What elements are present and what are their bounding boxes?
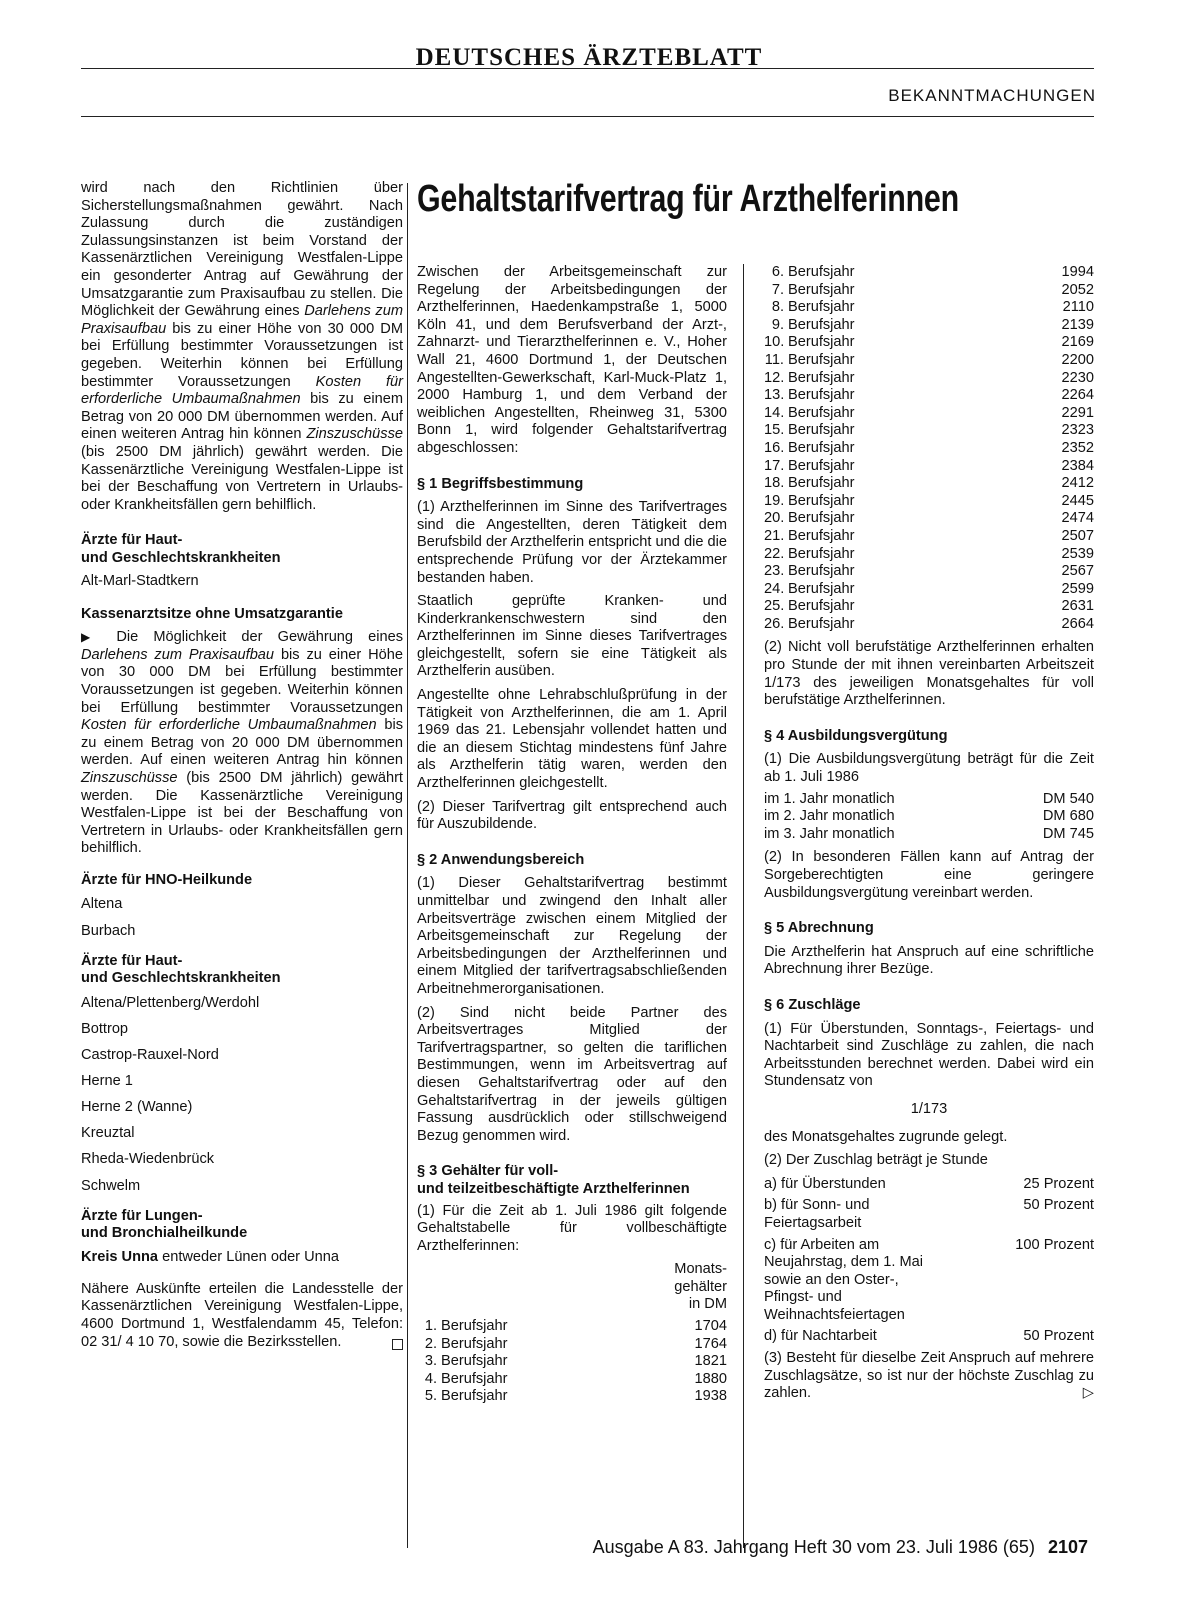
row-label: Berufsjahr	[788, 264, 855, 280]
zuschlaege-list	[764, 1176, 1094, 1346]
row-label: Berufsjahr	[788, 404, 855, 421]
heading-hno: Ärzte für HNO-Heilkunde	[81, 871, 253, 888]
row-value: 2200	[1061, 351, 1094, 368]
row-label: Berufsjahr	[441, 1335, 508, 1352]
heading-para-5: § 5 Abrechnung	[764, 920, 874, 937]
row-label: Berufsjahr	[441, 1388, 508, 1405]
masthead: DEUTSCHES ÄRZTEBLATT	[415, 44, 763, 71]
page-number: 2107	[1047, 1537, 1088, 1557]
row-value: 2445	[1061, 492, 1094, 509]
row-label: im 2. Jahr monatlich	[764, 808, 895, 825]
row-label: Berufsjahr	[788, 351, 855, 368]
city-item: Altena	[81, 896, 123, 913]
para-6-3: (2) Der Zuschlag beträgt je Stunde	[764, 1152, 988, 1169]
heading-line: Ärzte für Haut-	[81, 952, 183, 969]
text: (bis 2500 DM jährlich) gewährt werden. Die Kassenärztliche Vereinigung Westfalen-Lippe ist bei der Beschaffung von Vertretern in Urlaubs- oder Krankheitsfällen gern behilflich.	[81, 443, 403, 513]
city-item: Herne 2 (Wanne)	[81, 1099, 193, 1116]
row-value: 2539	[1061, 545, 1094, 562]
heading-line: Ärzte für Haut-	[81, 532, 183, 549]
row-number: 15.	[764, 422, 785, 439]
row-number: 16.	[764, 439, 785, 456]
row-value: 2264	[1061, 387, 1094, 404]
table-row	[764, 510, 1094, 528]
heading-haut-1	[81, 532, 403, 567]
heading-ohne-umsatzgarantie: Kassenarztsitze ohne Umsatzgarantie	[81, 605, 343, 622]
row-number: 24.	[764, 580, 785, 597]
salary-table-header	[417, 1261, 727, 1314]
kreis-unna-line	[81, 1249, 403, 1267]
table-row	[764, 370, 1094, 388]
city-item: Alt-Marl-Stadtkern	[81, 573, 199, 590]
row-value: 1880	[694, 1370, 727, 1387]
row-number: 14.	[764, 404, 785, 421]
zuschlag-item	[764, 1176, 1094, 1194]
zuschlag-label: c) für Arbeiten am Neujahrstag, dem 1. Mai sowie an den Oster-, Pfingst- und Weihnachtsfeiertagen	[764, 1236, 923, 1323]
row-value: 2664	[1061, 615, 1094, 632]
row-value: 2567	[1061, 563, 1094, 580]
row-value: 2291	[1061, 404, 1094, 421]
zuschlag-value: 100 Prozent	[1015, 1236, 1094, 1253]
triangle-bullet-icon: ▶	[81, 630, 102, 645]
column-divider-2	[743, 264, 744, 1548]
row-number: 19.	[764, 492, 785, 509]
row-value: 1938	[694, 1388, 727, 1405]
contract-intro: Zwischen der Arbeitsgemeinschaft zur Regelung der Arbeitsbedingungen der Arzthelferinnen, Haedenkampstraße 1, 5000 Köln 41, und dem Berufsverband der Arzt-, Zahnarzt- und Tierarzthelferinnen e. V., Hoher Wall 21, 4600 Dortmund 1, der Deutschen Angestellten-Gewerkschaft, Karl-Muck-Platz 1, 2000 Hamburg 1, und dem Verband der weiblichen Angestellten, Rheinweg 31, 5300 Bonn 1, wird folgender Gehaltstarifvertrag abgeschlossen:	[417, 264, 727, 456]
closing-paragraph	[81, 1281, 403, 1351]
row-number: 2.	[424, 1335, 437, 1352]
emphasis: Darlehens zum Praxisaufbau	[81, 303, 404, 337]
row-label: Berufsjahr	[441, 1318, 508, 1335]
city-item: Herne 1	[81, 1073, 133, 1090]
para-6-1: (1) Für Überstunden, Sonntags-, Feiertags- und Nachtarbeit sind Zuschläge zu zahlen, die nach Arbeitsstunden berechnet werden. Dabei wird ein Stundensatz von	[764, 1020, 1094, 1090]
row-number: 26.	[764, 615, 785, 632]
emphasis: Darlehens zum Praxisaufbau	[81, 646, 275, 663]
row-number: 22.	[764, 545, 785, 562]
row-label: Berufsjahr	[788, 563, 855, 580]
row-number: 1.	[424, 1318, 437, 1335]
row-label: Berufsjahr	[788, 387, 855, 404]
row-number: 12.	[764, 369, 785, 386]
row-label: Berufsjahr	[788, 527, 855, 544]
table-row	[764, 352, 1094, 370]
zuschlag-item	[764, 1237, 1094, 1325]
row-number: 10.	[764, 334, 785, 351]
table-row	[764, 334, 1094, 352]
table-row	[764, 440, 1094, 458]
row-label: Berufsjahr	[788, 299, 855, 316]
emphasis: Zinszuschüsse	[81, 769, 178, 786]
para-6-4	[764, 1350, 1094, 1403]
ausbildung-table	[764, 791, 1094, 844]
table-row	[764, 282, 1094, 300]
city-item: Burbach	[81, 922, 136, 939]
table-row	[764, 422, 1094, 440]
text: wird nach den Richtlinien über Sicherstellungsmaßnahmen gewährt. Nach Zulassung durch die zuständigen Zulassungsinstanzen ist beim Vorstand der Kassenärztlichen Vereinigung Westfalen-Lippe ein gesonderter Antrag auf Gewährung der Umsatzgarantie zum Praxisaufbau zu stellen. Die Möglichkeit der Gewährung eines	[81, 180, 403, 320]
row-value: 1704	[694, 1318, 727, 1335]
column-3	[764, 264, 1094, 1409]
city-item: Castrop-Rauxel-Nord	[81, 1047, 219, 1064]
heading-line: Ärzte für Lungen-	[81, 1207, 203, 1224]
row-label: im 3. Jahr monatlich	[764, 825, 895, 842]
para-4-2: (2) In besonderen Fällen kann auf Antrag der Sorgeberechtigten eine geringere Ausbildungsvergütung vereinbart werden.	[764, 849, 1094, 901]
city-item: Rheda-Wiedenbrück	[81, 1151, 215, 1168]
row-label: Berufsjahr	[441, 1370, 508, 1387]
row-value: 1764	[694, 1335, 727, 1352]
row-value: 2323	[1061, 422, 1094, 439]
text: Die Möglichkeit der Gewährung eines	[116, 629, 404, 646]
column-2	[417, 264, 727, 1406]
text: bis zu einer Höhe von 30 000 DM bei Erfüllung bestimmter Voraussetzungen ist gegeben. Weiterhin können bei Erfüllung bestimmter Voraussetzungen	[81, 320, 403, 390]
ohne-paragraph	[81, 629, 403, 858]
para-3-2: (2) Nicht voll berufstätige Arzthelferinnen erhalten pro Stunde der mit ihnen vereinbarten Arbeitszeit 1/173 des jeweiligen Monatsgehaltes für voll berufstätige Arzthelferinnen.	[764, 639, 1094, 709]
table-header-line: gehälter	[674, 1278, 727, 1295]
table-row	[417, 1353, 727, 1371]
table-row	[764, 563, 1094, 581]
para-6-2: des Monatsgehaltes zugrunde gelegt.	[764, 1128, 1008, 1145]
row-label: Berufsjahr	[788, 475, 855, 492]
masthead-rule	[81, 68, 1094, 69]
zuschlag-label: b) für Sonn- und Feiertagsarbeit	[764, 1197, 870, 1231]
para-1-4: (2) Dieser Tarifvertrag gilt entsprechend auch für Auszubildende.	[417, 798, 727, 833]
table-row	[417, 1371, 727, 1389]
heading-para-6: § 6 Zuschläge	[764, 996, 861, 1013]
heading-para-2: § 2 Anwendungsbereich	[417, 851, 585, 868]
city-item: Bottrop	[81, 1020, 129, 1037]
text: bis zu einem Betrag von 20 000 DM übernommen werden. Auf einen weiteren Antrag hin können	[81, 717, 403, 769]
zuschlag-label: a) für Überstunden	[764, 1175, 886, 1192]
para-5: Die Arzthelferin hat Anspruch auf eine schriftliche Abrechnung ihrer Bezüge.	[764, 943, 1094, 978]
table-row	[764, 475, 1094, 493]
row-value: DM 745	[1042, 825, 1094, 842]
zuschlag-item	[764, 1197, 1094, 1232]
row-label: Berufsjahr	[788, 439, 855, 456]
text: bis zu einem Betrag von 20 000 DM übernommen werden. Auf einen weiteren Antrag hin können	[81, 391, 403, 443]
row-value: 1994	[1061, 264, 1094, 280]
emphasis: Zinszuschüsse	[306, 426, 403, 443]
table-row	[764, 299, 1094, 317]
row-label: Berufsjahr	[788, 510, 855, 527]
table-row	[764, 458, 1094, 476]
row-label: Berufsjahr	[788, 545, 855, 562]
row-value: 2169	[1061, 334, 1094, 351]
row-value: DM 540	[1042, 790, 1094, 807]
row-label: im 1. Jahr monatlich	[764, 790, 895, 807]
emphasis: Kosten für erforderliche Umbaumaßnahmen	[81, 373, 403, 408]
kreis-bold: Kreis Unna	[81, 1248, 159, 1265]
table-row	[764, 317, 1094, 335]
para-1-3: Angestellte ohne Lehrabschlußprüfung in der Tätigkeit von Arzthelferinnen, die am 1. April 1969 das 21. Lebensjahr vollendet hatten und die an diesem Stichtag mindestens fünf Jahre als Arzthelferin tätig waren, werden den Arzthelferinnen gleichgestellt.	[417, 687, 727, 792]
continue-arrow-icon: ▷	[1082, 1385, 1094, 1402]
city-item: Kreuztal	[81, 1125, 135, 1142]
row-number: 8.	[771, 299, 784, 316]
column-1	[81, 180, 403, 1357]
row-value: 2631	[1061, 598, 1094, 615]
table-row	[764, 826, 1094, 844]
row-value: 2352	[1061, 439, 1094, 456]
text: (3) Besteht für dieselbe Zeit Anspruch auf mehrere Zuschlagsätze, so ist nur der höchste Zuschlag zu zahlen.	[764, 1350, 1094, 1402]
table-row	[764, 264, 1094, 282]
text: Nähere Auskünfte erteilen die Landesstelle der Kassenärztlichen Vereinigung Westfalen-Lippe, 4600 Dortmund 1, Westfalendamm 45, Telefon: 02 31/ 4 10 70, sowie die Bezirksstellen.	[81, 1280, 403, 1350]
row-value: 2474	[1061, 510, 1094, 527]
text: bis zu einer Höhe von 30 000 DM bei Erfüllung bestimmter Voraussetzungen ist gegeben. Weiterhin können bei Erfüllung bestimmter Voraussetzungen	[81, 646, 403, 716]
table-row	[764, 616, 1094, 634]
table-row	[764, 598, 1094, 616]
row-number: 25.	[764, 598, 785, 615]
table-row	[764, 493, 1094, 511]
row-value: 2384	[1061, 457, 1094, 474]
row-number: 11.	[764, 351, 784, 368]
para-2-1: (1) Dieser Gehaltstarifvertrag bestimmt unmittelbar und zwingend den Inhalt aller Arbeitsverträge zwischen einem Mitglied der Arbeitsgemeinschaft zur Regelung der Arbeitsbedingungen der Arzthelferinnen und einem Mitglied der tarifvertragsabschließenden Arbeitnehmerorganisationen.	[417, 875, 727, 997]
section-rule	[81, 116, 1094, 117]
row-number: 20.	[764, 510, 785, 527]
row-value: 2110	[1062, 299, 1094, 316]
row-value: 2507	[1061, 527, 1094, 544]
para-1-2: Staatlich geprüfte Kranken- und Kinderkrankenschwestern sind den Arzthelferinnen im Sinne dieses Tarifvertrages gleichgestellt, sofern sie eine Tätigkeit als Arzthelferin ausüben.	[417, 593, 727, 680]
table-row	[764, 387, 1094, 405]
salary-table-part-2	[764, 264, 1094, 633]
para-4-1: (1) Die Ausbildungsvergütung beträgt für die Zeit ab 1. Juli 1986	[764, 751, 1094, 786]
table-header-line: Monats-	[674, 1261, 727, 1278]
end-mark-icon	[392, 1339, 403, 1350]
row-value: 2412	[1061, 475, 1094, 492]
city-item: Schwelm	[81, 1177, 141, 1194]
heading-para-1: § 1 Begriffsbestimmung	[417, 475, 584, 492]
text: (bis 2500 DM jährlich) gewährt werden. Die Kassenärztliche Vereinigung Westfalen-Lippe ist bei der Beschaffung von Vertretern in Urlaubs- oder Krankheitsfällen gern behilflich.	[81, 769, 403, 857]
zuschlag-value: 25 Prozent	[1023, 1175, 1094, 1192]
heading-line: und teilzeitbeschäftigte Arzthelferinnen	[417, 1180, 690, 1197]
salary-table-part-1	[417, 1318, 727, 1406]
row-number: 18.	[764, 475, 785, 492]
table-row	[764, 546, 1094, 564]
row-number: 6.	[771, 264, 784, 280]
row-number: 7.	[771, 281, 784, 298]
row-number: 9.	[771, 316, 784, 333]
table-header-line: in DM	[688, 1296, 727, 1313]
heading-line: § 3 Gehälter für voll-	[417, 1163, 559, 1180]
row-value: DM 680	[1042, 808, 1094, 825]
row-value: 2230	[1061, 369, 1094, 386]
row-number: 3.	[424, 1353, 437, 1370]
heading-haut-2	[81, 953, 403, 988]
zuschlag-item	[764, 1328, 1094, 1346]
row-label: Berufsjahr	[788, 369, 855, 386]
row-number: 21.	[764, 527, 785, 544]
row-number: 17.	[764, 457, 785, 474]
row-number: 5.	[424, 1388, 437, 1405]
table-row	[417, 1336, 727, 1354]
row-label: Berufsjahr	[441, 1353, 508, 1370]
zuschlag-label: d) für Nachtarbeit	[764, 1328, 877, 1345]
table-row	[417, 1318, 727, 1336]
emphasis: Kosten für erforderliche Umbaumaßnahmen	[81, 717, 377, 734]
row-value: 2052	[1061, 281, 1094, 298]
table-row	[764, 791, 1094, 809]
heading-line: und Bronchialheilkunde	[81, 1225, 248, 1242]
footer-issue: Ausgabe A 83. Jahrgang Heft 30 vom 23. Juli 1986 (65)	[592, 1537, 1035, 1557]
row-label: Berufsjahr	[788, 492, 855, 509]
row-label: Berufsjahr	[788, 281, 855, 298]
row-value: 2139	[1061, 316, 1094, 333]
city-item: Altena/Plettenberg/Werdohl	[81, 994, 260, 1011]
column-divider-1	[407, 183, 408, 1548]
para-2-2: (2) Sind nicht beide Partner des Arbeitsvertrages Mitglied der Tarifvertragspartner, so gelten die tariflichen Bestimmungen, wenn im Arbeitsvertrag auf diesen Gehaltstarifvertrag oder auf den Gehaltstarifvertrag in der jeweils gültigen Fassung ausdrücklich oder stillschweigend Bezug genommen wird.	[417, 1004, 727, 1144]
zuschlag-value: 50 Prozent	[1023, 1328, 1094, 1345]
row-label: Berufsjahr	[788, 457, 855, 474]
zuschlag-value: 50 Prozent	[1023, 1197, 1094, 1214]
row-label: Berufsjahr	[788, 422, 855, 439]
fraction: 1/173	[910, 1100, 948, 1117]
row-number: 23.	[764, 563, 785, 580]
row-value: 1821	[694, 1353, 727, 1370]
kreis-rest: entweder Lünen oder Unna	[162, 1248, 339, 1265]
row-label: Berufsjahr	[788, 316, 855, 333]
table-row	[764, 405, 1094, 423]
row-label: Berufsjahr	[788, 580, 855, 597]
heading-line: und Geschlechtskrankheiten	[81, 970, 281, 987]
table-row	[764, 808, 1094, 826]
heading-para-3	[417, 1163, 727, 1198]
para-1-1: (1) Arzthelferinnen im Sinne des Tarifvertrages sind die Angestellten, deren Tätigkeit dem Berufsbild der Arzthelferin entspricht und die die entsprechende Prüfung vor der Ärztekammer bestanden haben.	[417, 499, 727, 586]
para-3-1: (1) Für die Zeit ab 1. Juli 1986 gilt folgende Gehaltstabelle für vollbeschäftigte Arzthelferinnen:	[417, 1202, 727, 1254]
heading-lungen	[81, 1208, 403, 1243]
row-value: 2599	[1061, 580, 1094, 597]
heading-para-4: § 4 Ausbildungsvergütung	[764, 727, 948, 744]
page-footer	[593, 1537, 1088, 1558]
row-number: 13.	[764, 387, 785, 404]
heading-line: und Geschlechtskrankheiten	[81, 549, 281, 566]
intro-paragraph	[81, 180, 403, 514]
section-label: BEKANNTMACHUNGEN	[888, 86, 1096, 105]
row-number: 4.	[424, 1370, 437, 1387]
row-label: Berufsjahr	[788, 598, 855, 615]
table-row	[764, 528, 1094, 546]
table-row	[417, 1388, 727, 1406]
article-headline: Gehaltstarifvertrag für Arzthelferinnen	[417, 178, 959, 220]
row-label: Berufsjahr	[788, 615, 855, 632]
table-row	[764, 581, 1094, 599]
row-label: Berufsjahr	[788, 334, 855, 351]
